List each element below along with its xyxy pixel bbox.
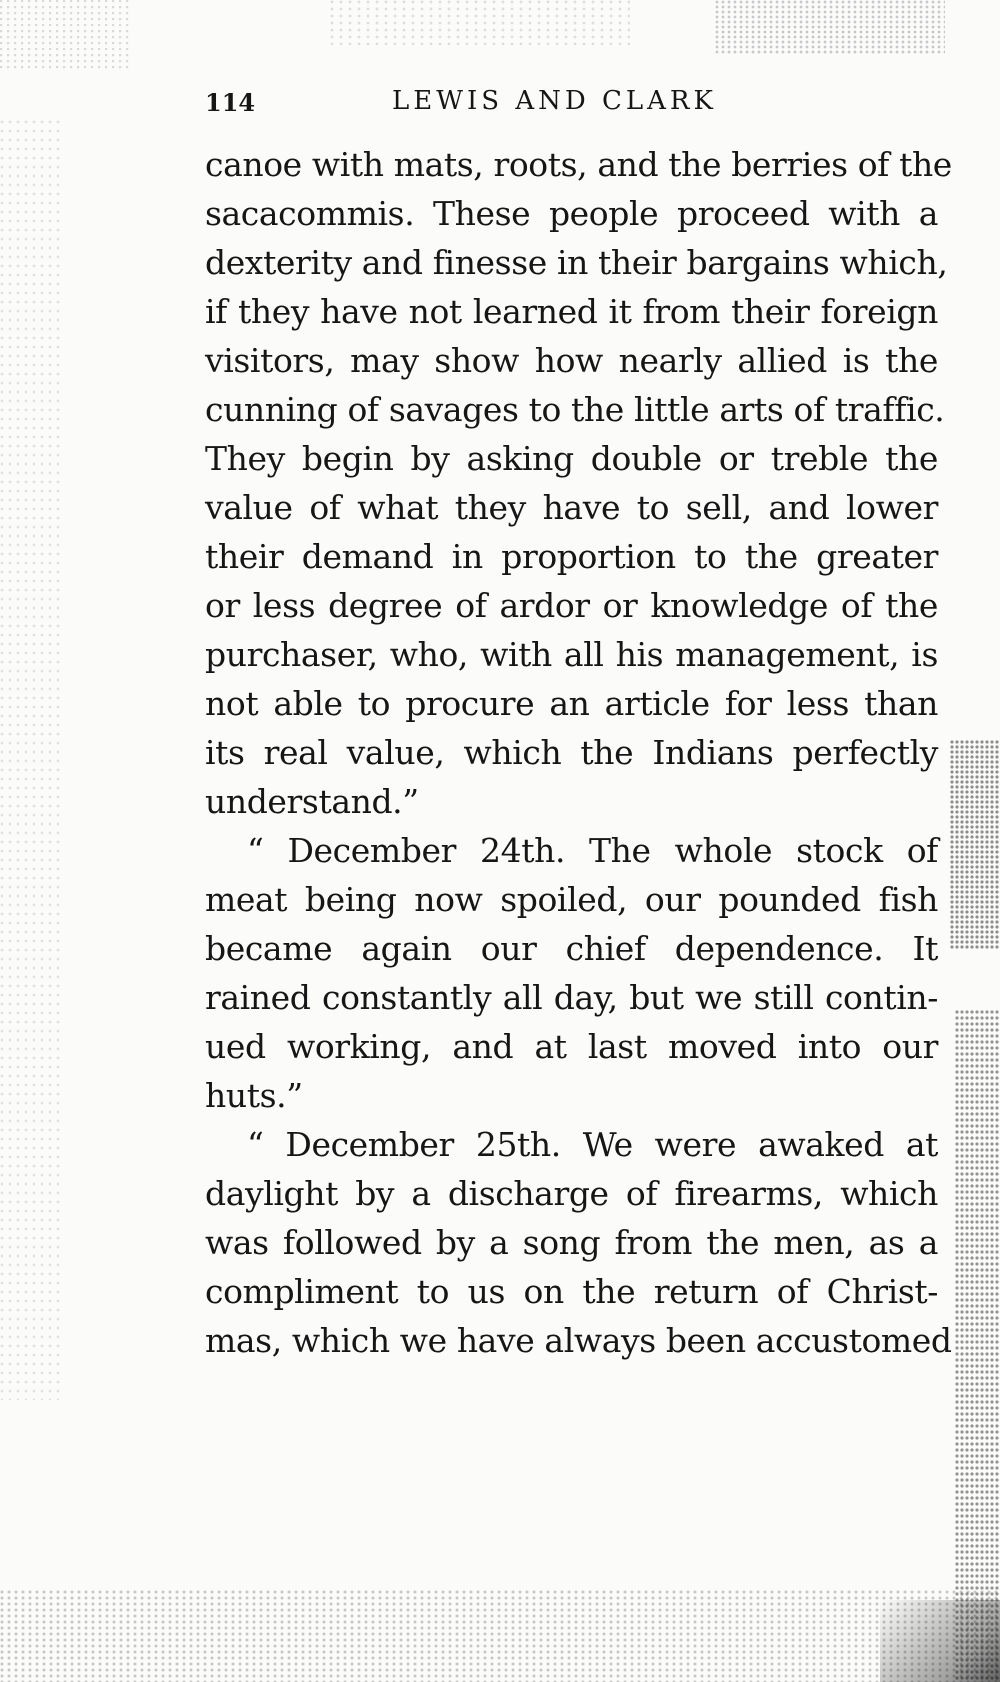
scan-speckle [715, 0, 945, 55]
text-line: understand.” [205, 782, 419, 821]
scan-speckle [0, 0, 130, 70]
scan-speckle [955, 1010, 1000, 1682]
page-number: 114 [205, 88, 256, 117]
text-line: their demand in proportion to the greater [205, 537, 938, 576]
text-line: compliment to us on the return of Christ- [205, 1272, 938, 1311]
scan-speckle [950, 740, 1000, 950]
scan-speckle [330, 0, 630, 45]
text-line: ued working, and at last moved into our [205, 1027, 938, 1066]
page-header [205, 84, 940, 124]
body-text [205, 140, 952, 1365]
text-line: value of what they have to sell, and lower [205, 488, 938, 527]
text-line: purchaser, who, with all his management, is [205, 635, 938, 674]
text-line: not able to procure an article for less than [205, 684, 938, 723]
text-line: dexterity and finesse in their bargains which, [205, 243, 948, 282]
paragraph-start-line: “ December 25th. We were awaked at [247, 1125, 938, 1164]
text-line: meat being now spoiled, our pounded fish [205, 880, 938, 919]
text-line: huts.” [205, 1076, 303, 1115]
text-line: sacacommis. These people proceed with a [205, 194, 938, 233]
text-line: visitors, may show how nearly allied is the [205, 341, 938, 380]
text-line: cunning of savages to the little arts of traffic. [205, 390, 945, 429]
text-line: became again our chief dependence. It [205, 929, 938, 968]
scan-speckle [0, 120, 60, 1400]
text-line: mas, which we have always been accustomed [205, 1321, 952, 1360]
text-line: canoe with mats, roots, and the berries of the [205, 145, 952, 184]
text-line: They begin by asking double or treble the [205, 439, 938, 478]
text-line: or less degree of ardor or knowledge of the [205, 586, 938, 625]
scan-speckle [0, 1590, 1000, 1682]
paragraph-start-line: “ December 24th. The whole stock of [247, 831, 938, 870]
text-line: daylight by a discharge of firearms, which [205, 1174, 938, 1213]
scan-shadow [880, 1600, 1000, 1682]
running-head: LEWIS AND CLARK [392, 86, 717, 116]
text-line: rained constantly all day, but we still contin- [205, 978, 938, 1017]
text-line: if they have not learned it from their foreign [205, 292, 938, 331]
text-line: its real value, which the Indians perfectly [205, 733, 938, 772]
text-line: was followed by a song from the men, as a [205, 1223, 938, 1262]
